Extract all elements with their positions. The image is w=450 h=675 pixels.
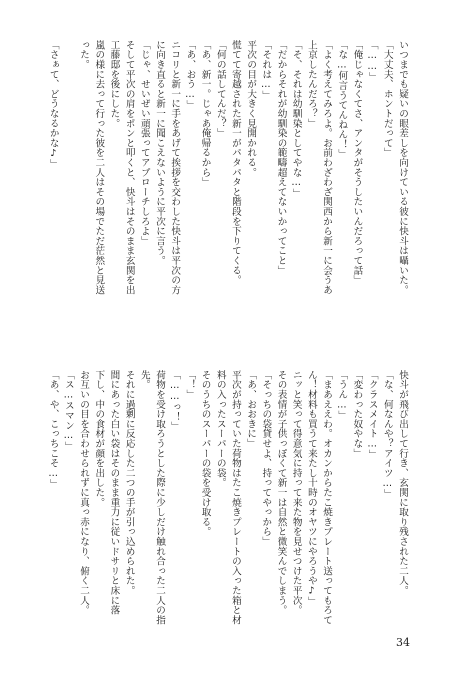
- text-line: それに過剰に反応した二つの手が引っ込められた。: [123, 370, 135, 596]
- text-line: そのうちのスーパーの袋を受け取る。: [199, 370, 211, 537]
- text-line: ん！材料も買うて来たし十時のオヤツにやろうや♪」: [305, 370, 317, 607]
- text-line: 「俺じゃなくてさ、アンタがそうしたいんだろって話」: [351, 40, 363, 285]
- text-line: 「じゃ、せいぜい頑張ってアプローチしろよ」: [138, 40, 150, 246]
- text-line: 工藤邸を後にした。: [108, 40, 120, 129]
- text-line: 「何の話してんだ？」: [214, 40, 226, 138]
- text-line: 間にあった白い袋はそのまま重力に従いドサリと床に落: [108, 370, 120, 615]
- text-line: 「まあええわ。オカンからたこ焼きプレート送ってもろて: [321, 370, 333, 625]
- text-line: [61, 40, 76, 340]
- text-line: 下し、中の食材が顔を出した。: [93, 370, 105, 508]
- text-line: 上京したんだろ？」: [305, 40, 317, 129]
- text-line: 「あ、や、こっちこそ…」: [47, 370, 59, 489]
- text-line: 「さぁて、どうなるかな♪」: [47, 40, 59, 169]
- text-line: 「変わった奴やな」: [351, 370, 363, 459]
- text-line: 料の入ったスーパーの袋。: [214, 370, 226, 488]
- text-line: 慌てて寄越された新一がパタパタと階段を下りてくる。: [229, 40, 241, 285]
- text-line: その表情が子供っぽくて新一は自然と微笑んでしまう。: [275, 370, 287, 615]
- text-line: 「よく考えてみろよ。お前わざわざ関西から新一に会うあ: [321, 40, 333, 295]
- bottom-text-tier: [46, 370, 411, 630]
- text-line: 「そ、それは幼馴染としてやな…」: [290, 40, 302, 199]
- text-line: 「大丈夫、ホントだって」: [381, 40, 393, 158]
- text-line: 「……っ！」: [169, 370, 181, 432]
- text-line: 「な…何言うてんねん！」: [336, 40, 348, 159]
- page-number: 34: [396, 636, 410, 649]
- text-line: 「な、何なんや？アイツ…」: [381, 370, 393, 499]
- text-line: 快斗が飛び出して行き、玄関に取り残された二人。: [397, 370, 408, 596]
- text-line: いつまでも疑いの眼差しを向けている彼に快斗は囁いた。: [397, 40, 408, 295]
- text-line: ニコリと新一に手をあげて挨拶を交わした快斗は平次の方: [169, 40, 181, 295]
- text-line: 「あ、おおきに」: [245, 370, 257, 449]
- text-line: 「あ、おう…」: [184, 40, 196, 110]
- text-line: 平次の目が大きく見開かれる。: [245, 40, 257, 178]
- text-line: 嵐の様に去って行った彼を二人はその場でただ茫然と見送: [93, 40, 105, 295]
- text-line: 「！」: [184, 370, 196, 400]
- text-line: ニッと笑って得意気に持って来た物を見せつけた平次。: [290, 370, 302, 615]
- text-line: 荷物を受け取ろうとした際に少しだけ触れ合った二人の指: [154, 370, 165, 625]
- text-line: 「……」: [366, 40, 378, 82]
- text-line: 平次が持っていた荷物はたこ焼きプレートの入った箱と材: [229, 370, 241, 625]
- text-line: お互いの目を合わせられずに真っ赤になり、俯く二人。: [78, 370, 90, 615]
- text-line: 先。: [138, 370, 150, 390]
- text-line: 「だからそれが幼馴染の範疇超えてないかってこと」: [275, 40, 287, 276]
- text-line: 「あ、新一。じゃあ俺帰るから」: [199, 40, 211, 187]
- text-line: そして平次の肩をポンと叩くと、快斗はそのまま玄関を出: [123, 40, 135, 295]
- top-text-tier: [46, 40, 411, 340]
- text-line: 「ス…スマン…」: [62, 370, 74, 452]
- text-line: に向き直ると新一に聞こえないように平次に言う。: [154, 40, 165, 266]
- text-line: 「それは…」: [260, 40, 272, 101]
- text-line: った。: [78, 40, 90, 70]
- text-line: 「クラスメイト…」: [366, 370, 378, 460]
- text-line: 「そっちの袋貸せよ、持ってやっから」: [260, 370, 272, 547]
- text-line: 「うん…」: [336, 370, 348, 421]
